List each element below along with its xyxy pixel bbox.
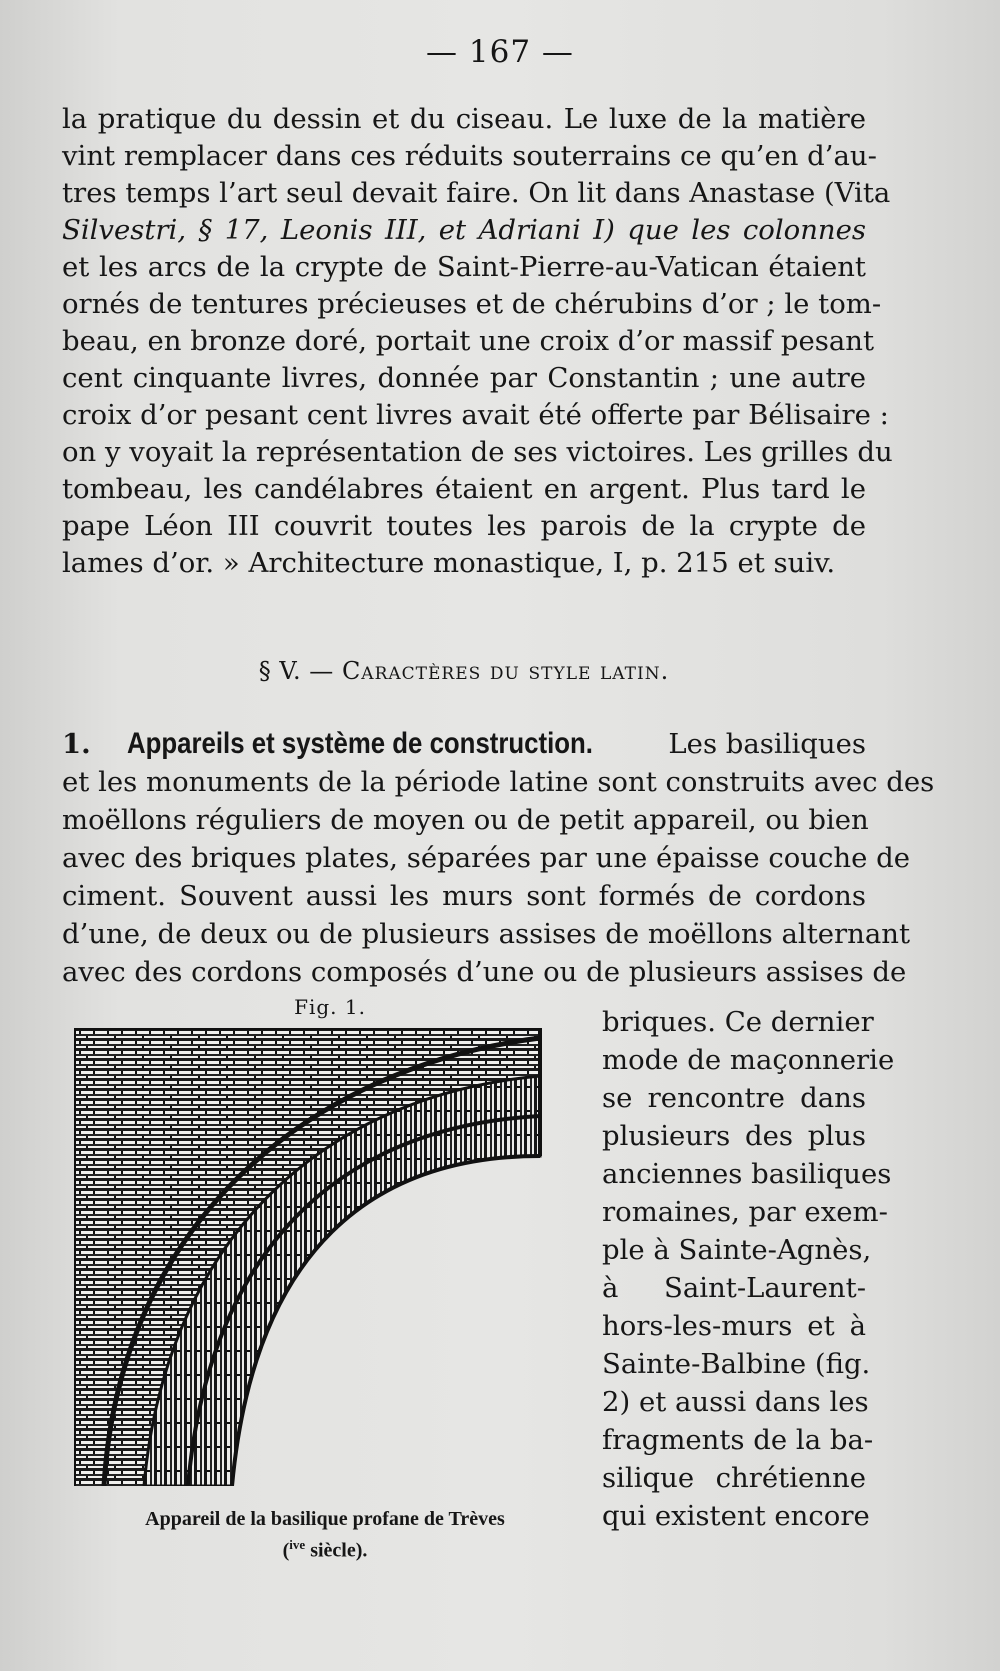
text-line: pape Léon III couvrit toutes les parois de la crypte de — [62, 510, 866, 542]
text-line: d’une, de deux ou de plusieurs assises de moëllons alternant — [62, 918, 911, 950]
text-line: la pratique du dessin et du ciseau. Le luxe de la matière — [62, 103, 866, 135]
text-line: fragments de la ba- — [602, 1424, 874, 1456]
text-line: Sainte-Balbine (fig. — [602, 1348, 871, 1380]
text-line: 2) et aussi dans les — [602, 1386, 869, 1418]
text-line: cent cinquante livres, donnée par Constantin ; une autre — [62, 362, 866, 394]
caption-line-2: ($^{ive}$ siècle). — [282, 1537, 368, 1562]
century-superscript: ive — [289, 1537, 306, 1552]
subsection-title: Appareils et système de construction. — [126, 727, 593, 760]
text-line: ple à Sainte-Agnès, — [602, 1234, 872, 1266]
text-line: silique chrétienne — [602, 1462, 866, 1494]
text-line: et les arcs de la crypte de Saint-Pierre-au-Vatican étaient — [62, 251, 866, 283]
text-line: Silvestri, § 17, Leonis III, et Adriani I) que les colonnes — [62, 214, 866, 246]
subsection-lead: Les basiliques — [668, 728, 866, 760]
text-line: ornés de tentures précieuses et de chérubins d’or ; le tom- — [62, 288, 882, 320]
figure-caption — [100, 1508, 550, 1563]
text-line: se rencontre dans — [602, 1082, 866, 1114]
masonry-arch-illustration — [74, 1028, 576, 1486]
text-line: ciment. Souvent aussi les murs sont formés de cordons — [62, 880, 866, 912]
section-prefix: § V. — — [258, 657, 342, 685]
text-line: romaines, par exem- — [602, 1196, 888, 1228]
text-line: briques. Ce dernier — [602, 1006, 874, 1038]
text-line: croix d’or pesant cent livres avait été offerte par Bélisaire : — [62, 399, 889, 431]
text-line: beau, en bronze doré, portait une croix d’or massif pesant — [62, 325, 875, 357]
text-line: qui existent encore — [602, 1500, 870, 1532]
text-line: on y voyait la représentation de ses victoires. Les grilles du — [62, 436, 893, 468]
subsection-number: 1. — [62, 728, 91, 760]
masonry-arch-engraving — [74, 1028, 576, 1486]
text-line: tombeau, les candélabres étaient en argent. Plus tard le — [62, 473, 866, 505]
caption-line-1: Appareil de la basilique profane de Trèves — [145, 1508, 505, 1530]
text-line: hors-les-murs et à — [602, 1310, 866, 1342]
figure-label: Fig. 1. — [294, 995, 366, 1019]
text-line: à Saint-Laurent- — [602, 1272, 866, 1304]
text-line: plusieurs des plus — [602, 1120, 866, 1152]
text-line: tres temps l’art seul devait faire. On lit dans Anastase (Vita — [62, 177, 891, 209]
text-line: lames d’or. » Architecture monastique, I, p. 215 et suiv. — [62, 547, 836, 579]
text-line: avec des briques plates, séparées par une épaisse couche de — [62, 842, 911, 874]
text-line: mode de maçonnerie — [602, 1044, 895, 1076]
text-line: anciennes basiliques — [602, 1158, 892, 1190]
text-line: et les monuments de la période latine sont construits avec des — [62, 766, 935, 798]
text-line: moëllons réguliers de moyen ou de petit appareil, ou bien — [62, 804, 869, 836]
page-number: — 167 — — [426, 34, 574, 70]
section-title: Caractères du style latin. — [341, 657, 670, 685]
text-line: vint remplacer dans ces réduits souterrains ce qu’en d’au- — [62, 140, 877, 172]
text-line: avec des cordons composés d’une ou de plusieurs assises de — [62, 956, 907, 988]
